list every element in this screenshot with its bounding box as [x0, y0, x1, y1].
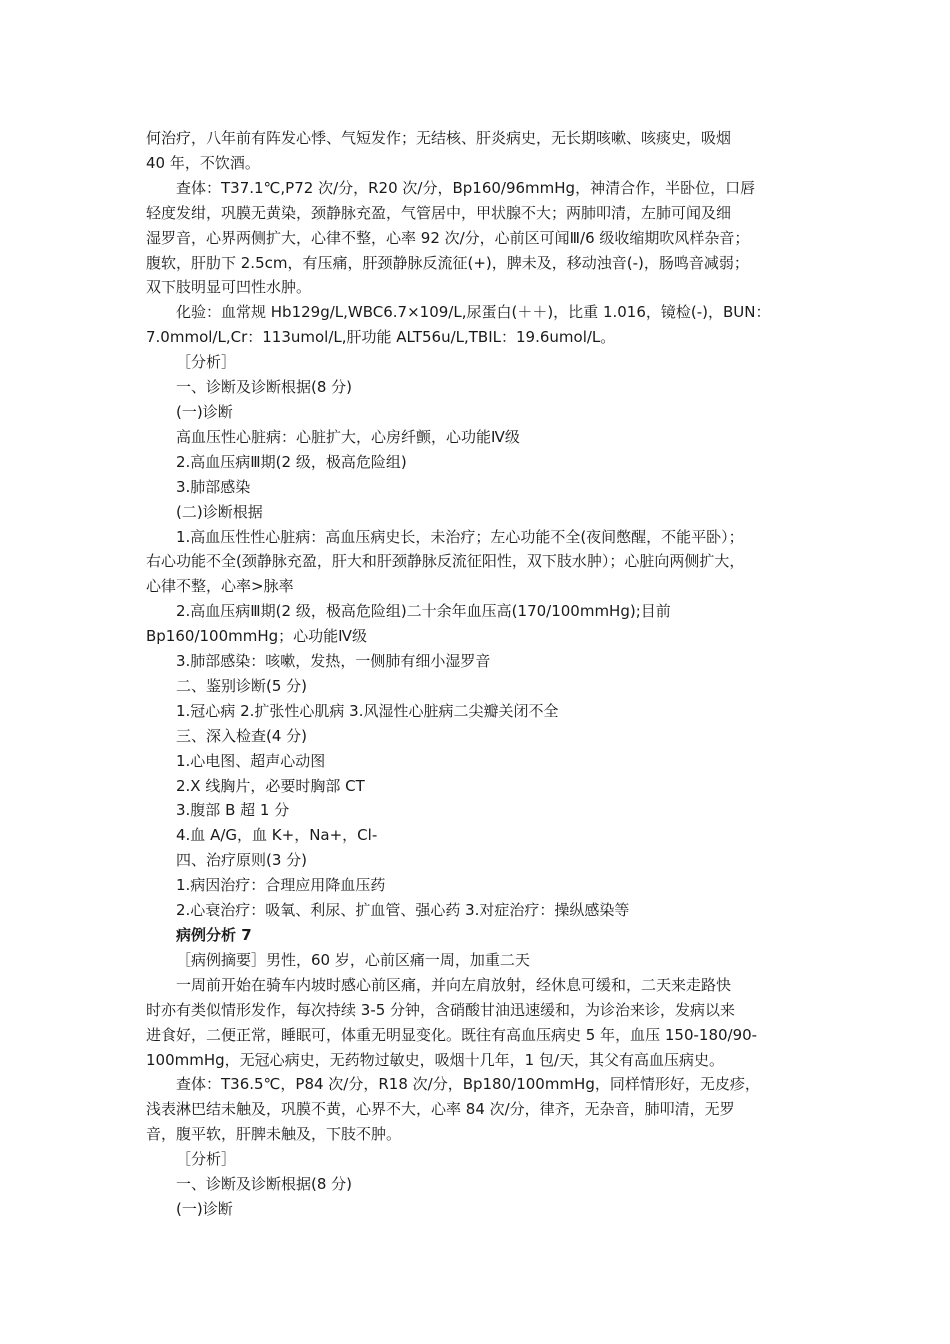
text-line: 1.冠心病 2.扩张性心肌病 3.风湿性心脏病二尖瓣关闭不全: [176, 701, 559, 720]
section-heading: 病例分析 7: [176, 926, 252, 944]
text-line: 3.肺部感染: [176, 477, 251, 496]
text-line: 4.血 A/G，血 K+，Na+，Cl-: [176, 826, 378, 845]
text-line: 双下肢明显可凹性水肿。: [146, 278, 312, 297]
text-line: 腹软，肝肋下 2.5cm，有压痛，肝颈静脉反流征(+)，脾未及，移动浊音(-)，肠鸣音减弱；: [146, 253, 749, 272]
text-line: 2.高血压病Ⅲ期(2 级，极高危险组): [176, 452, 407, 471]
text-line: ［分析］: [176, 353, 237, 372]
text-line: 二、鉴别诊断(5 分): [176, 676, 308, 695]
text-line: 进食好，二便正常，睡眠可，体重无明显变化。既往有高血压病史 5 年，血压 150-180/90-: [146, 1025, 758, 1044]
text-line: 浅表淋巴结未触及，巩膜不黄，心界不大，心率 84 次/分，律齐，无杂音，肺叩清，无罗: [146, 1100, 735, 1119]
text-line: 查体：T36.5℃，P84 次/分，R18 次/分，Bp180/100mmHg，同样情形好，无皮疹，: [176, 1075, 760, 1094]
text-line: 何治疗，八年前有阵发心悸、气短发作；无结核、肝炎病史，无长期咳嗽、咳痰史，吸烟: [146, 129, 732, 147]
text-line: 3.腹部 B 超 1 分: [176, 801, 290, 820]
text-line: 1.病因治疗：合理应用降血压药: [176, 876, 386, 895]
text-line: 音，腹平软，肝脾未触及，下肢不肿。: [146, 1125, 402, 1144]
text-line: 高血压性心脏病：心脏扩大，心房纤颤，心功能Ⅳ级: [176, 427, 520, 446]
text-line: 一、诊断及诊断根据(8 分): [176, 378, 353, 397]
text-line: ［分析］: [176, 1150, 237, 1169]
text-line: (一)诊断: [176, 402, 233, 421]
text-line: 湿罗音，心界两侧扩大，心律不整，心率 92 次/分，心前区可闻Ⅲ/6 级收缩期吹风样杂音；: [146, 228, 750, 247]
text-line: 右心功能不全(颈静脉充盈，肝大和肝颈静脉反流征阳性，双下肢水肿）；心脏向两侧扩大，: [146, 552, 745, 571]
text-line: 100mmHg，无冠心病史，无药物过敏史，吸烟十几年，1 包/天，其父有高血压病史。: [146, 1050, 725, 1069]
text-line: 一、诊断及诊断根据(8 分): [176, 1175, 353, 1194]
document-body: [146, 126, 816, 1222]
text-line: 心律不整，心率>脉率: [146, 577, 294, 596]
text-line: 2.X 线胸片，必要时胸部 CT: [176, 776, 365, 795]
text-line: (二)诊断根据: [176, 502, 263, 521]
text-line: Bp160/100mmHg；心功能Ⅳ级: [146, 627, 367, 646]
text-line: (一)诊断: [176, 1199, 233, 1218]
text-line: 时亦有类似情形发作，每次持续 3-5 分钟，含硝酸甘油迅速缓和，为诊治来诊，发病以来: [146, 1000, 736, 1019]
text-line: 40 年，不饮酒。: [146, 153, 260, 172]
text-line: 7.0mmol/L,Cr：113umol/L,肝功能 ALT56u/L,TBIL：19.6umol/L。: [146, 328, 616, 347]
text-line: 化验：血常规 Hb129g/L,WBC6.7×109/L,尿蛋白(＋＋)，比重 1.016，镜检(-)，BUN：: [176, 303, 771, 322]
text-line: 1.高血压性性心脏病：高血压病史长，未治疗；左心功能不全(夜间憋醒，不能平卧）；: [176, 527, 744, 546]
text-line: 2.心衰治疗：吸氧、利尿、扩血管、强心药 3.对症治疗：操纵感染等: [176, 901, 630, 920]
text-line: 查体：T37.1℃,P72 次/分，R20 次/分，Bp160/96mmHg，神清合作，半卧位，口唇: [176, 178, 756, 197]
text-line: 一周前开始在骑车内坡时感心前区痛，并向左肩放射，经休息可缓和，二天来走路快: [176, 975, 732, 994]
text-line: 3.肺部感染：咳嗽，发热，一侧肺有细小湿罗音: [176, 652, 491, 671]
text-line: 四、治疗原则(3 分): [176, 851, 308, 870]
text-line: ［病例摘要］男性，60 岁，心前区痛一周，加重二天: [176, 950, 530, 969]
text-line: 三、深入检查(4 分): [176, 726, 308, 745]
text-line: 1.心电图、超声心动图: [176, 751, 326, 770]
text-line: 轻度发绀，巩膜无黄染，颈静脉充盈，气管居中，甲状腺不大；两肺叩清，左肺可闻及细: [146, 203, 732, 222]
text-line: 2.高血压病Ⅲ期(2 级，极高危险组)二十余年血压高(170/100mmHg);目前: [176, 602, 671, 621]
